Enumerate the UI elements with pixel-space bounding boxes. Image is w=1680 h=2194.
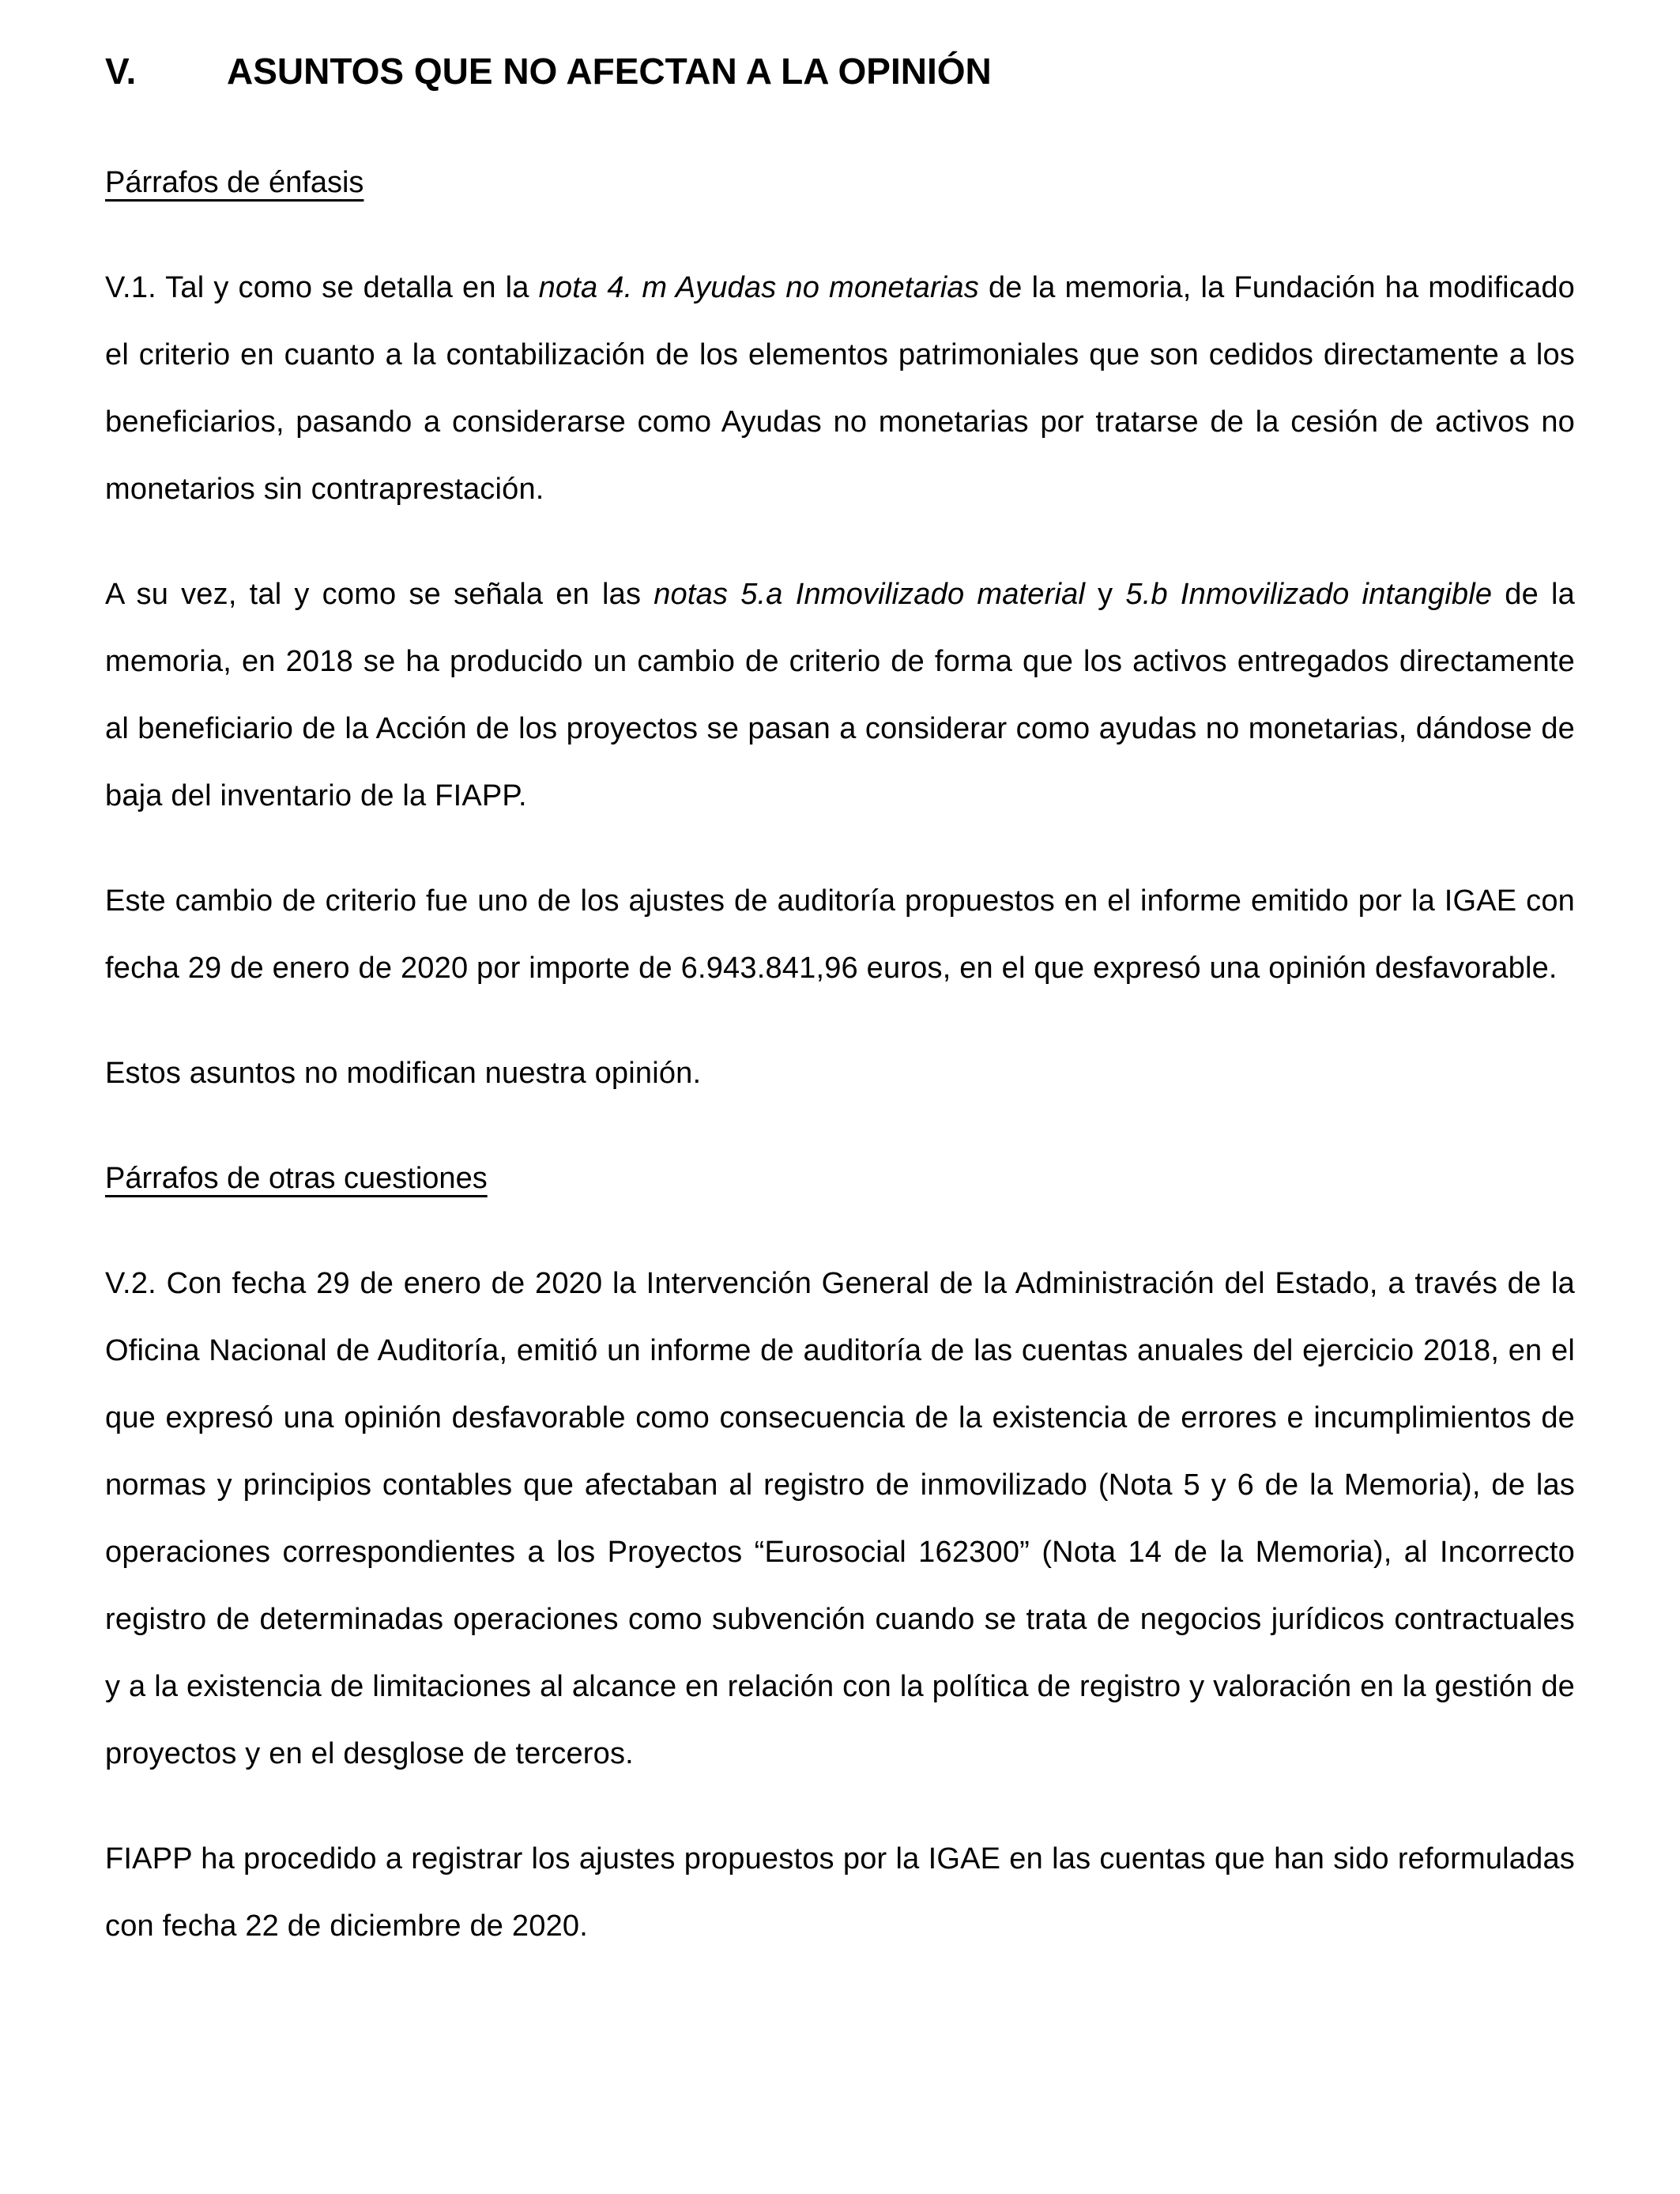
text-run: A su vez, tal y como se señala en las [105,578,654,611]
text-run: de la memoria, en 2018 se ha producido un cambio de criterio de forma que los activos entregados directamente al beneficiario de la Acción de los proyectos se pasan a considerar como ayudas no monetarias, dándose de baja del inventario de la FIAPP. [105,578,1575,812]
paragraph [105,561,1575,830]
text-run: FIAPP ha procedido a registrar los ajustes propuestos por la IGAE en las cuentas que han sido reformuladas con fecha 22 de diciembre de 2020. [105,1842,1575,1943]
paragraph [105,1250,1575,1788]
section-heading: Párrafos de énfasis [105,166,364,199]
document-title [105,38,1575,105]
paragraph [105,1040,1575,1107]
text-run: V.2. Con fecha 29 de enero de 2020 la Intervención General de la Administración del Estado, a través de la Oficina Nacional de Auditoría, emitió un informe de auditoría de las cuentas anuales del ejercicio 2018, en el que expresó una opinión desfavorable como consecuencia de la existencia de errores e incumplimientos de normas y principios contables que afectaban al registro de inmovilizado (Nota 5 y 6 de la Memoria), de las operaciones correspondientes a los Proyectos “Eurosocial 162300” (Nota 14 de la Memoria), al Incorrecto registro de determinadas operaciones como subvención cuando se trata de negocios jurídicos contractuales y a la existencia de limitaciones al alcance en relación con la política de registro y valoración en la gestión de proyectos y en el desglose de terceros. [105,1267,1575,1770]
text-run: Estos asuntos no modifican nuestra opinión. [105,1057,702,1090]
title-text: ASUNTOS QUE NO AFECTAN A LA OPINIÓN [227,51,992,92]
text-run: de la memoria, la Fundación ha modificado el criterio en cuanto a la contabilización de los elementos patrimoniales que son cedidos directamente a los beneficiarios, pasando a considerarse como Ayudas no monetarias por tratarse de la cesión de activos no monetarios sin contraprestación. [105,271,1576,506]
document-body [105,149,1575,1960]
text-run: y [1085,578,1126,611]
paragraph [105,868,1575,1002]
text-run-italic: nota 4. m Ayudas no monetarias [538,271,979,304]
text-run: V.1. Tal y como se detalla en la [105,271,539,304]
paragraph [105,1826,1575,1960]
section-heading: Párrafos de otras cuestiones [105,1162,488,1195]
text-run: Este cambio de criterio fue uno de los ajustes de auditoría propuestos en el informe emitido por la IGAE con fecha 29 de enero de 2020 por importe de 6.943.841,96 euros, en el que expresó una opinión desfavorable. [105,884,1575,985]
paragraph [105,254,1575,523]
text-run-italic: notas 5.a Inmovilizado material [654,578,1086,611]
text-run-italic: 5.b Inmovilizado intangible [1125,578,1493,611]
title-number: V. [105,51,137,92]
